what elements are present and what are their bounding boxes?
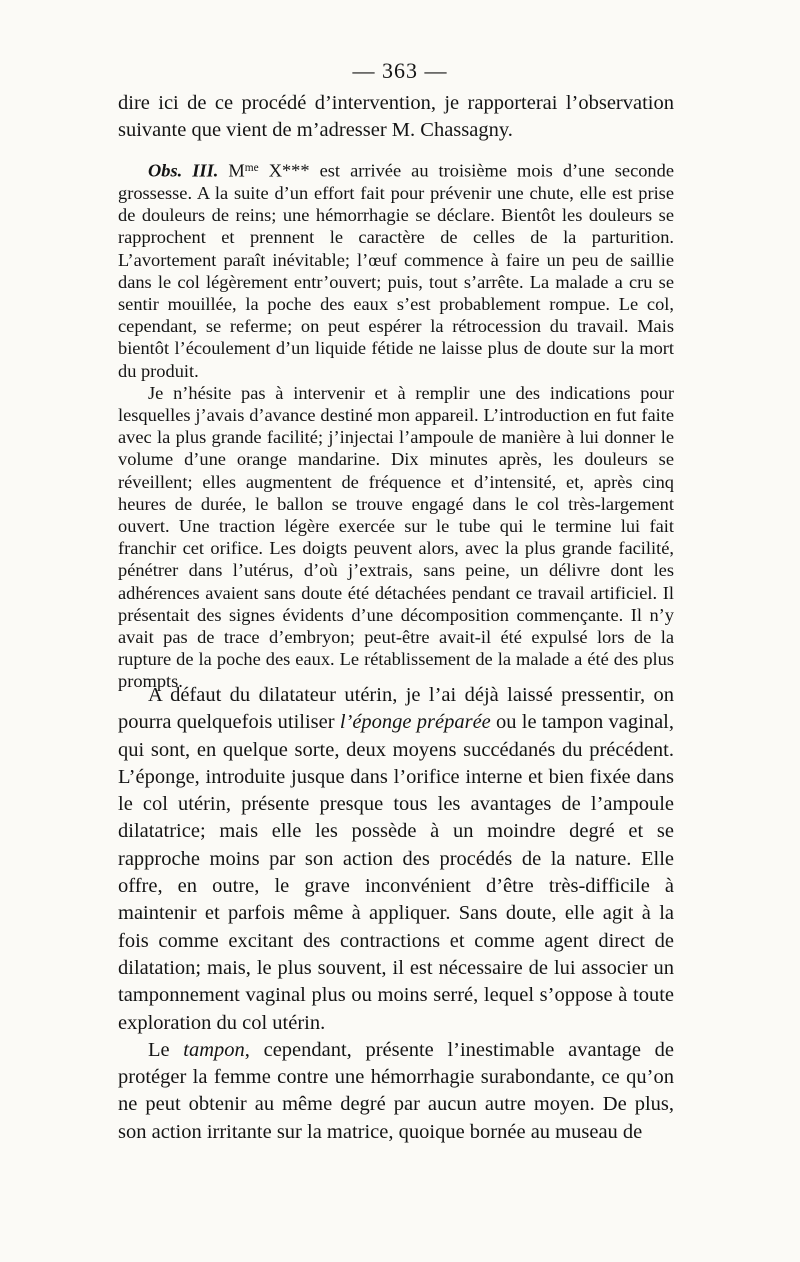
body-paragraph: [118, 682, 674, 1037]
observation-section: [118, 157, 674, 693]
body-text: A défaut du dilatateur utérin, je l’ai déjà laissé pressentir, on pourra quelquefois utiliser: [118, 684, 674, 734]
body-text: , cependant, présente l’inestimable avantage de protéger la femme contre une hémorrhagie surabondante, ce qu’on ne peut obtenir au même degré par aucun autre moyen. De plus, son action irritante sur la matrice, quoique bornée au museau de: [118, 1038, 674, 1143]
lead-paragraph: dire ici de ce procédé d’intervention, je rapporterai l’observation suivante que vient de m’adresser M. Chassagny.: [118, 92, 674, 141]
emphasis-term: tampon: [183, 1038, 245, 1061]
patient-title-superscript: me: [244, 162, 259, 174]
lead-section: [118, 90, 674, 144]
main-text-section: [118, 682, 674, 1146]
patient-title: M: [228, 160, 245, 181]
body-text: ou le tampon vaginal, qui sont, en quelque sorte, deux moyens succédanés du précédent. L’éponge, introduite jusque dans l’orifice interne et bien fixée dans le col utérin, présente presque tous les avantages de l’ampoule dilatatrice; mais elle les possède à un moindre degré et se rapproche moins par son action des procédés de la nature. Elle offre, en outre, le grave inconvénient d’être très-difficile à maintenir et parfois même à appliquer. Sans doute, elle agit à la fois comme excitant des contractions et comme agent direct de dilatation; mais, le plus souvent, il est nécessaire de lui associer un tamponnement vaginal plus ou moins serré, lequel s’oppose à toute exploration du col utérin.: [118, 711, 674, 1034]
observation-label: Obs. III.: [148, 160, 219, 181]
observation-paragraph: Je n’hésite pas à intervenir et à remplir une des indications pour lesquelles j’avais d’avance destiné mon appareil. L’introduction en fut faite avec la plus grande facilité; j’injectai l’ampoule de manière à lui donner le volume d’une orange mandarine. Dix minutes après, les douleurs se réveillent; elles augmentent de fréquence et d’intensité, et, après cinq heures de durée, le ballon se trouve engagé dans le col très-largement ouvert. Une traction légère exercée sur le tube qui le termine lui fait franchir cet orifice. Les doigts peuvent alors, avec la plus grande facilité, pénétrer dans l’utérus, d’où j’extrais, sans peine, un délivre dont les adhérences avaient sans doute été détachées pendant ce travail artificiel. Il présentait des signes évidents d’une décomposition commençante. Il n’y avait pas de trace d’embryon; peut-être avait-il été expulsé lors de la rupture de la poche des eaux. Le rétablissement de la malade a été des plus prompts.: [118, 382, 674, 692]
page-number: — 363 —: [352, 58, 448, 83]
body-text: Le: [148, 1038, 184, 1061]
body-paragraph: [118, 1037, 674, 1146]
emphasis-term: l’éponge préparée: [339, 711, 491, 734]
observation-paragraph: [118, 157, 674, 382]
observation-text: X*** est arrivée au troisième mois d’une seconde grossesse. A la suite d’un effort fait pour prévenir une chute, elle est prise de douleurs de reins; une hémorrhagie se déclare. Bientôt les douleurs se rapprochent et prennent le caractère de celles de la parturition. L’avortement paraît inévitable; l’œuf commence à faire un peu de saillie dans le col légèrement entr’ouvert; puis, tout s’arrête. La malade a cru se sentir mouillée, la poche des eaux s’est probablement rompue. Le col, cependant, se referme; on peut espérer la rétrocession du travail. Mais bientôt l’écoulement d’un liquide fétide ne laisse plus de doute sur la mort du produit.: [118, 160, 674, 381]
